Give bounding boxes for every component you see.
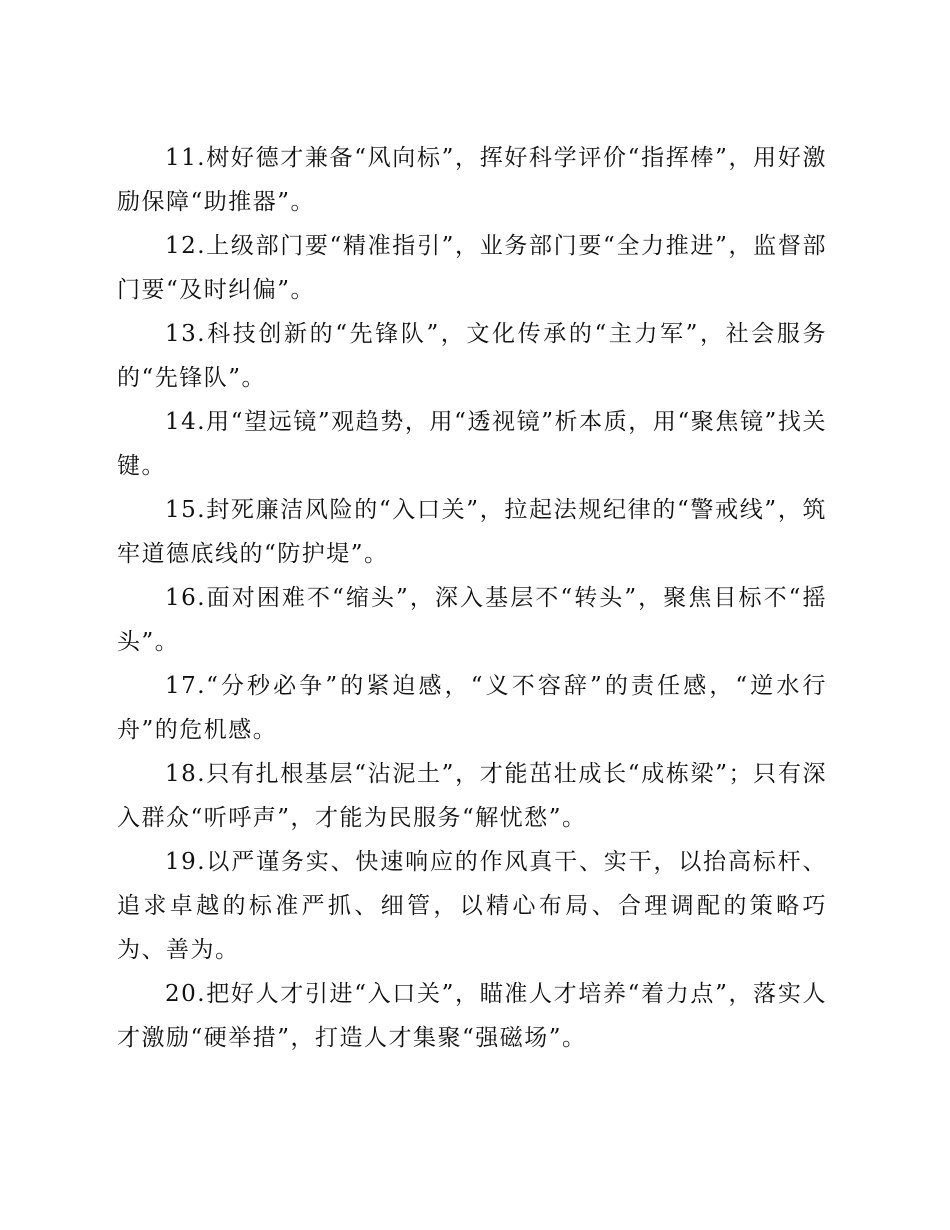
paragraph-20: 20.把好人才引进“入口关”，瞄准人才培养“着力点”，落实人才激励“硬举措”，打造人才集聚“强磁场”。 <box>117 981 827 1051</box>
paragraph-17: 17.“分秒必争”的紧迫感，“义不容辞”的责任感，“逆水行舟”的危机感。 <box>117 673 827 743</box>
paragraph-16: 16.面对困难不“缩头”，深入基层不“转头”，聚焦目标不“摇头”。 <box>117 585 827 655</box>
paragraph-19: 19.以严谨务实、快速响应的作风真干、实干，以抬高标杆、追求卓越的标准严抓、细管，以精心布局、合理调配的策略巧为、善为。 <box>117 849 827 963</box>
paragraph-15: 15.封死廉洁风险的“入口关”，拉起法规纪律的“警戒线”，筑牢道德底线的“防护堤”。 <box>117 497 827 567</box>
document-body <box>117 136 827 1060</box>
paragraph-12: 12.上级部门要“精准指引”，业务部门要“全力推进”，监督部门要“及时纠偏”。 <box>117 233 827 303</box>
paragraph-13: 13.科技创新的“先锋队”，文化传承的“主力军”，社会服务的“先锋队”。 <box>117 321 827 391</box>
paragraph-14: 14.用“望远镜”观趋势，用“透视镜”析本质，用“聚焦镜”找关键。 <box>117 409 827 479</box>
paragraph-11: 11.树好德才兼备“风向标”，挥好科学评价“指挥棒”，用好激励保障“助推器”。 <box>117 145 827 215</box>
paragraph-18: 18.只有扎根基层“沾泥土”，才能茁壮成长“成栋梁”；只有深入群众“听呼声”，才能为民服务“解忧愁”。 <box>117 761 827 831</box>
